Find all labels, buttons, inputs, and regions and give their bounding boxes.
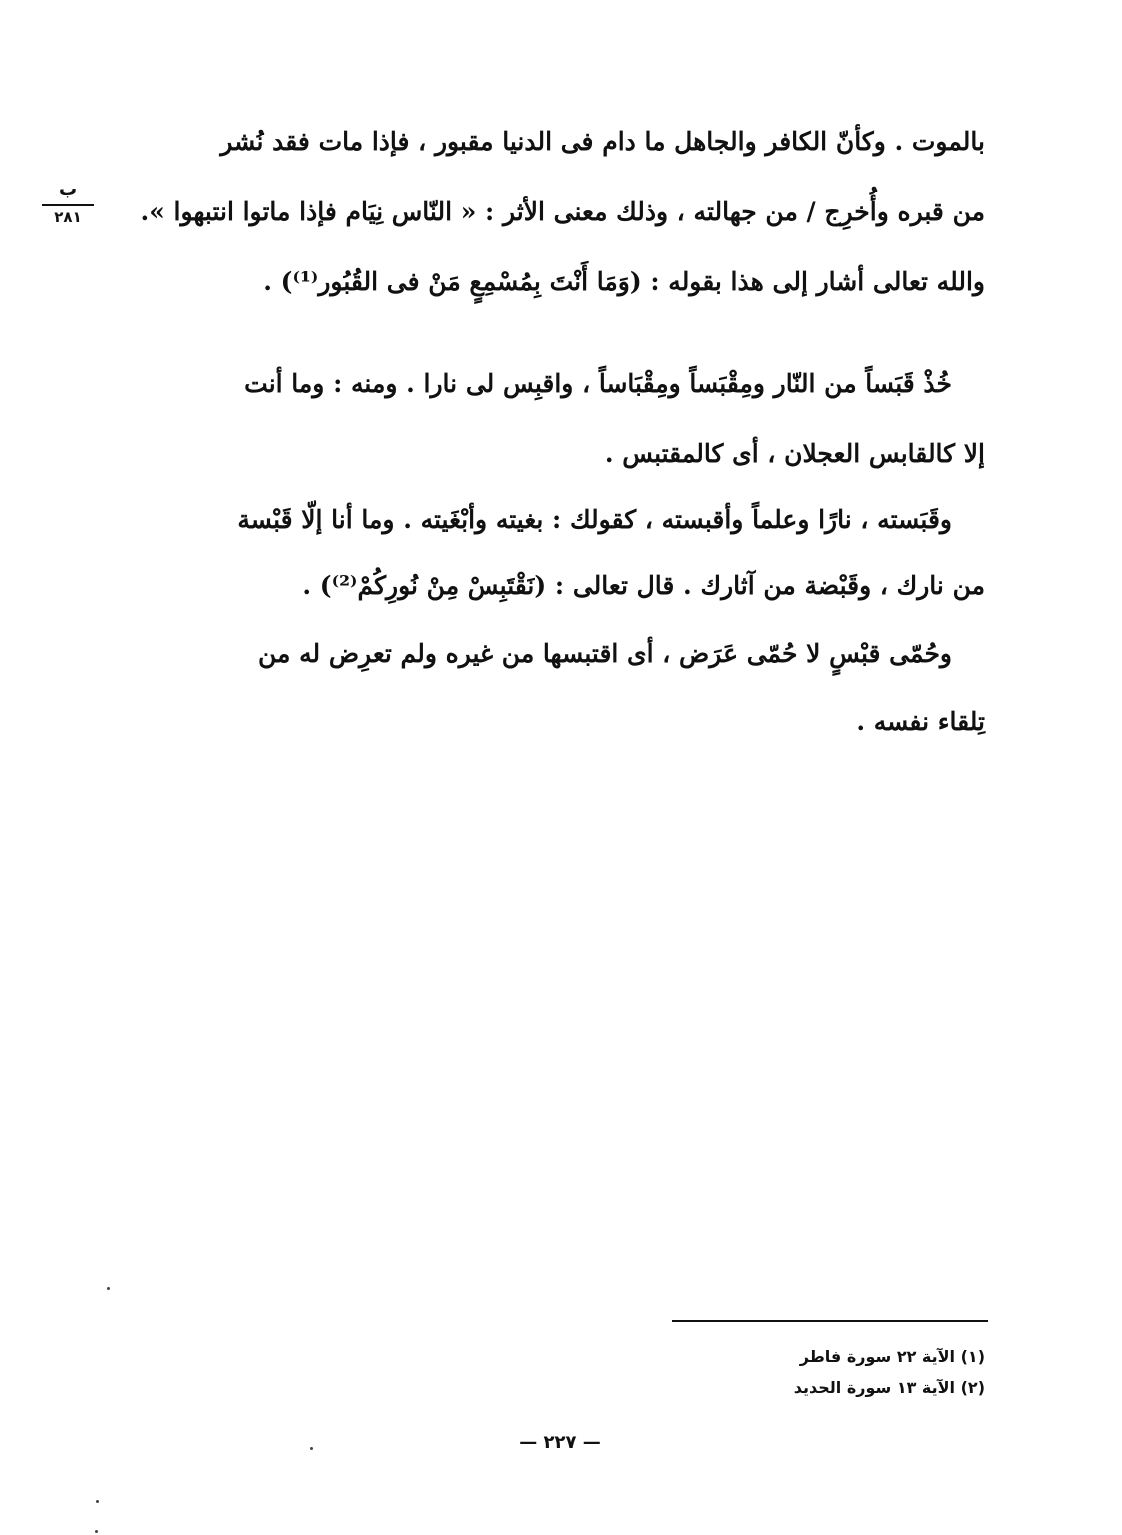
text-line: وحُمّى قبْسٍ لا حُمّى عَرَض ، أى اقتبسها من غيره ولم تعرِض له من [257, 639, 952, 668]
folio-divider [42, 204, 94, 206]
folio-side-letter: ب [58, 179, 78, 200]
scan-speck [310, 1447, 313, 1450]
scan-speck [107, 1287, 110, 1290]
text-line: بالموت . وكأنّ الكافر والجاهل ما دام فى الدنيا مقبور ، فإذا مات فقد نُشر [220, 127, 985, 156]
text-line: من قبره وأُخرِج / من جهالته ، وذلك معنى الأثر : « النّاس نِيَام فإذا ماتوا انتبهوا ». [140, 197, 985, 226]
footnote: (٢) الآية ١٣ سورة الحديد [793, 1378, 985, 1397]
text-line: تِلقاء نفسه . [856, 707, 985, 736]
text-line: إلا كالقابس العجلان ، أى كالمقتبس . [604, 439, 985, 468]
text-line: من نارك ، وقَبْضة من آثارك . قال تعالى : (نَقْتَبِسْ مِنْ نُورِكُمْ⁽²⁾) . [302, 571, 985, 600]
margin-folio-note [38, 180, 98, 226]
footnote: (١) الآية ٢٢ سورة فاطر [799, 1347, 985, 1366]
page-number: — ٢٢٧ — [519, 1432, 601, 1453]
footnote-separator [672, 1320, 988, 1322]
folio-number: ٢٨١ [54, 208, 82, 226]
text-line: وقَبَسته ، نارًا وعلماً وأقبسته ، كقولك : بغيته وأبْغَيته . وما أنا إلّا قَبْسة [237, 505, 952, 534]
scan-speck [96, 1500, 99, 1503]
text-line: والله تعالى أشار إلى هذا بقوله : (وَمَا أَنْتَ بِمُسْمِعٍ مَنْ فى القُبُور⁽¹⁾) . [263, 267, 985, 296]
scan-speck [95, 1530, 98, 1533]
text-line: خُذْ قَبَساً من النّار ومِقْبَساً ومِقْبَاساً ، واقبِس لى نارا . ومنه : وما أنت [244, 369, 952, 398]
